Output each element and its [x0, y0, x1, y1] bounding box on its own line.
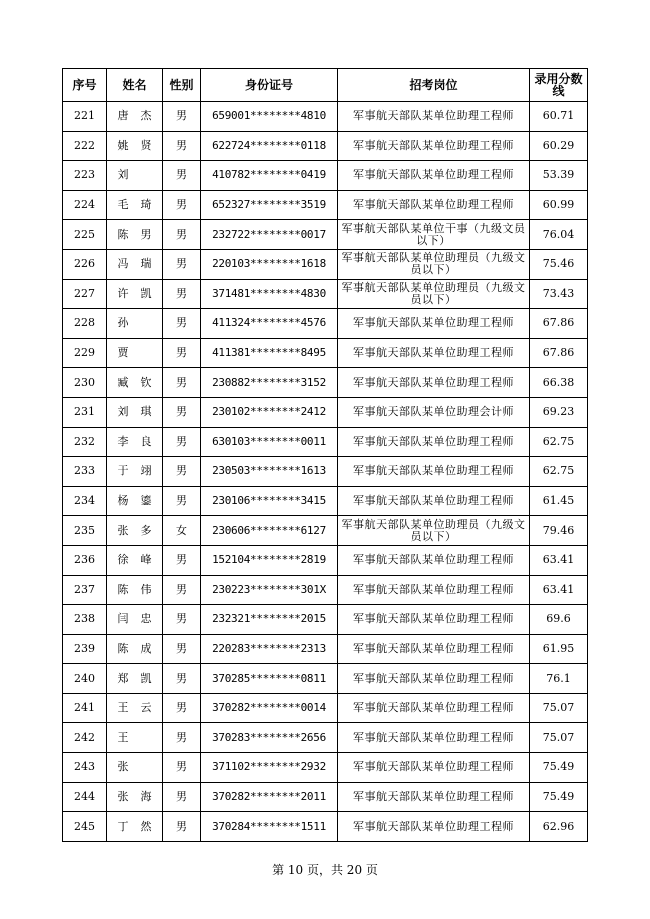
- cell-id: 232722********0017: [201, 220, 338, 250]
- cell-name: [107, 397, 163, 427]
- table-row: [63, 457, 588, 487]
- name-surname: 张: [117, 523, 129, 537]
- cell-id: 371102********2932: [201, 753, 338, 783]
- cell-name: [107, 457, 163, 487]
- cell-position: 军事航天部队某单位助理工程师: [338, 753, 530, 783]
- name-given: 云: [140, 701, 152, 715]
- name-surname: 贾: [117, 346, 129, 360]
- cell-id: 652327********3519: [201, 190, 338, 220]
- table-body: [63, 102, 588, 842]
- name-given: 良: [140, 434, 152, 448]
- header-score: 录用分数线: [530, 69, 588, 102]
- cell-gender: 男: [163, 220, 201, 250]
- cell-seq: 233: [63, 457, 107, 487]
- cell-position: 军事航天部队某单位助理工程师: [338, 338, 530, 368]
- cell-score: 67.86: [530, 309, 588, 339]
- table-row: [63, 338, 588, 368]
- name-surname: 陈: [117, 227, 129, 241]
- cell-name: [107, 486, 163, 516]
- name-given: 鎏: [140, 494, 152, 508]
- cell-id: 370283********2656: [201, 723, 338, 753]
- cell-position: 军事航天部队某单位助理员（九级文员以下）: [338, 516, 530, 546]
- cell-score: 67.86: [530, 338, 588, 368]
- cell-seq: 238: [63, 605, 107, 635]
- cell-id: 630103********0011: [201, 427, 338, 457]
- cell-position: 军事航天部队某单位助理工程师: [338, 812, 530, 842]
- name-given: 成: [140, 641, 152, 655]
- cell-id: 152104********2819: [201, 545, 338, 575]
- cell-name: [107, 190, 163, 220]
- cell-id: 220283********2313: [201, 634, 338, 664]
- cell-seq: 237: [63, 575, 107, 605]
- table-row: [63, 575, 588, 605]
- name-surname: 张: [117, 789, 129, 803]
- name-given: [140, 732, 152, 744]
- cell-id: 411381********8495: [201, 338, 338, 368]
- cell-name: [107, 220, 163, 250]
- cell-seq: 225: [63, 220, 107, 250]
- cell-score: 63.41: [530, 545, 588, 575]
- name-surname: 王: [117, 730, 129, 744]
- cell-id: 230606********6127: [201, 516, 338, 546]
- cell-id: 622724********0118: [201, 131, 338, 161]
- cell-gender: 男: [163, 753, 201, 783]
- cell-position: 军事航天部队某单位助理工程师: [338, 693, 530, 723]
- name-given: 琦: [140, 198, 152, 212]
- cell-id: 230882********3152: [201, 368, 338, 398]
- cell-name: [107, 723, 163, 753]
- cell-gender: 男: [163, 812, 201, 842]
- cell-seq: 239: [63, 634, 107, 664]
- cell-name: [107, 782, 163, 812]
- cell-position: 军事航天部队某单位助理工程师: [338, 161, 530, 191]
- table-row: [63, 397, 588, 427]
- name-surname: 徐: [117, 553, 129, 567]
- cell-id: 371481********4830: [201, 279, 338, 309]
- table-row: [63, 486, 588, 516]
- cell-seq: 228: [63, 309, 107, 339]
- cell-score: 61.45: [530, 486, 588, 516]
- table-row: [63, 190, 588, 220]
- cell-score: 75.49: [530, 782, 588, 812]
- table-row: [63, 427, 588, 457]
- cell-gender: 男: [163, 457, 201, 487]
- cell-position: 军事航天部队某单位干事（九级文员以下）: [338, 220, 530, 250]
- cell-name: [107, 634, 163, 664]
- cell-seq: 240: [63, 664, 107, 694]
- name-surname: 于: [117, 464, 129, 478]
- table-row: [63, 102, 588, 132]
- name-given: 瑞: [140, 257, 152, 271]
- table-row: [63, 131, 588, 161]
- cell-seq: 245: [63, 812, 107, 842]
- cell-score: 75.49: [530, 753, 588, 783]
- cell-gender: 男: [163, 634, 201, 664]
- cell-gender: 男: [163, 545, 201, 575]
- cell-seq: 235: [63, 516, 107, 546]
- cell-score: 60.71: [530, 102, 588, 132]
- cell-name: [107, 812, 163, 842]
- name-given: [140, 347, 152, 359]
- name-surname: 李: [117, 434, 129, 448]
- cell-name: [107, 309, 163, 339]
- cell-gender: 男: [163, 486, 201, 516]
- name-surname: 刘: [117, 168, 129, 182]
- header-row: [63, 69, 588, 102]
- cell-score: 75.07: [530, 693, 588, 723]
- table-row: [63, 693, 588, 723]
- cell-score: 62.75: [530, 457, 588, 487]
- name-surname: 陈: [117, 641, 129, 655]
- table-row: [63, 723, 588, 753]
- cell-score: 76.04: [530, 220, 588, 250]
- name-given: 翊: [140, 464, 152, 478]
- name-given: 男: [140, 227, 152, 241]
- name-given: 伟: [140, 582, 152, 596]
- name-surname: 姚: [117, 138, 129, 152]
- cell-score: 62.75: [530, 427, 588, 457]
- cell-seq: 221: [63, 102, 107, 132]
- name-surname: 陈: [117, 582, 129, 596]
- cell-seq: 227: [63, 279, 107, 309]
- name-surname: 张: [117, 760, 129, 774]
- cell-name: [107, 161, 163, 191]
- cell-name: [107, 338, 163, 368]
- cell-position: 军事航天部队某单位助理工程师: [338, 131, 530, 161]
- table-row: [63, 309, 588, 339]
- cell-position: 军事航天部队某单位助理员（九级文员以下）: [338, 249, 530, 279]
- cell-seq: 242: [63, 723, 107, 753]
- cell-seq: 236: [63, 545, 107, 575]
- cell-seq: 229: [63, 338, 107, 368]
- cell-position: 军事航天部队某单位助理工程师: [338, 190, 530, 220]
- cell-name: [107, 664, 163, 694]
- cell-name: [107, 693, 163, 723]
- name-given: 凯: [140, 671, 152, 685]
- cell-gender: 女: [163, 516, 201, 546]
- admission-table: [62, 68, 588, 842]
- table-row: [63, 605, 588, 635]
- cell-position: 军事航天部队某单位助理工程师: [338, 309, 530, 339]
- cell-seq: 241: [63, 693, 107, 723]
- cell-gender: 男: [163, 397, 201, 427]
- cell-score: 73.43: [530, 279, 588, 309]
- name-given: 多: [140, 523, 152, 537]
- cell-position: 军事航天部队某单位助理工程师: [338, 634, 530, 664]
- cell-seq: 231: [63, 397, 107, 427]
- cell-position: 军事航天部队某单位助理工程师: [338, 605, 530, 635]
- name-surname: 冯: [117, 257, 129, 271]
- cell-position: 军事航天部队某单位助理工程师: [338, 368, 530, 398]
- cell-seq: 223: [63, 161, 107, 191]
- cell-id: 410782********0419: [201, 161, 338, 191]
- cell-position: 军事航天部队某单位助理会计师: [338, 397, 530, 427]
- name-surname: 孙: [117, 316, 129, 330]
- cell-position: 军事航天部队某单位助理工程师: [338, 782, 530, 812]
- name-surname: 唐: [117, 109, 129, 123]
- cell-score: 76.1: [530, 664, 588, 694]
- header-gender: 性别: [163, 69, 201, 102]
- name-given: [140, 317, 152, 329]
- name-given: 杰: [140, 109, 152, 123]
- cell-position: 军事航天部队某单位助理工程师: [338, 457, 530, 487]
- name-given: [140, 761, 152, 773]
- cell-position: 军事航天部队某单位助理工程师: [338, 545, 530, 575]
- name-given: 峰: [140, 553, 152, 567]
- name-surname: 杨: [117, 494, 129, 508]
- cell-score: 53.39: [530, 161, 588, 191]
- cell-id: 230223********301X: [201, 575, 338, 605]
- name-given: 钦: [140, 375, 152, 389]
- cell-score: 60.99: [530, 190, 588, 220]
- cell-score: 79.46: [530, 516, 588, 546]
- table-row: [63, 368, 588, 398]
- cell-gender: 男: [163, 368, 201, 398]
- table-row: [63, 161, 588, 191]
- cell-id: 659001********4810: [201, 102, 338, 132]
- cell-name: [107, 102, 163, 132]
- cell-seq: 232: [63, 427, 107, 457]
- name-surname: 许: [117, 286, 129, 300]
- cell-id: 411324********4576: [201, 309, 338, 339]
- table-row: [63, 753, 588, 783]
- cell-gender: 男: [163, 249, 201, 279]
- cell-gender: 男: [163, 427, 201, 457]
- cell-gender: 男: [163, 131, 201, 161]
- name-surname: 丁: [117, 819, 129, 833]
- cell-name: [107, 753, 163, 783]
- cell-score: 69.23: [530, 397, 588, 427]
- cell-name: [107, 516, 163, 546]
- name-given: 琪: [140, 405, 152, 419]
- cell-seq: 243: [63, 753, 107, 783]
- cell-id: 370284********1511: [201, 812, 338, 842]
- cell-gender: 男: [163, 161, 201, 191]
- table-row: [63, 664, 588, 694]
- name-surname: 臧: [117, 375, 129, 389]
- cell-id: 220103********1618: [201, 249, 338, 279]
- cell-position: 军事航天部队某单位助理工程师: [338, 723, 530, 753]
- name-given: 然: [140, 819, 152, 833]
- table-row: [63, 634, 588, 664]
- cell-position: 军事航天部队某单位助理工程师: [338, 664, 530, 694]
- cell-gender: 男: [163, 605, 201, 635]
- cell-position: 军事航天部队某单位助理工程师: [338, 486, 530, 516]
- cell-gender: 男: [163, 190, 201, 220]
- cell-gender: 男: [163, 309, 201, 339]
- header-seq: 序号: [63, 69, 107, 102]
- cell-score: 62.96: [530, 812, 588, 842]
- name-surname: 闫: [117, 612, 129, 626]
- cell-name: [107, 249, 163, 279]
- cell-position: 军事航天部队某单位助理工程师: [338, 427, 530, 457]
- table-row: [63, 249, 588, 279]
- cell-seq: 230: [63, 368, 107, 398]
- cell-seq: 244: [63, 782, 107, 812]
- name-surname: 刘: [117, 405, 129, 419]
- cell-score: 69.6: [530, 605, 588, 635]
- name-surname: 郑: [117, 671, 129, 685]
- name-given: 忠: [140, 612, 152, 626]
- cell-id: 230106********3415: [201, 486, 338, 516]
- cell-name: [107, 575, 163, 605]
- table-row: [63, 782, 588, 812]
- cell-score: 75.07: [530, 723, 588, 753]
- cell-gender: 男: [163, 575, 201, 605]
- cell-name: [107, 279, 163, 309]
- header-name: 姓名: [107, 69, 163, 102]
- cell-seq: 224: [63, 190, 107, 220]
- cell-position: 军事航天部队某单位助理员（九级文员以下）: [338, 279, 530, 309]
- cell-seq: 234: [63, 486, 107, 516]
- cell-seq: 222: [63, 131, 107, 161]
- cell-name: [107, 605, 163, 635]
- name-given: 贤: [140, 138, 152, 152]
- cell-gender: 男: [163, 102, 201, 132]
- cell-id: 230102********2412: [201, 397, 338, 427]
- cell-name: [107, 368, 163, 398]
- cell-id: 230503********1613: [201, 457, 338, 487]
- cell-score: 61.95: [530, 634, 588, 664]
- header-position: 招考岗位: [338, 69, 530, 102]
- cell-score: 63.41: [530, 575, 588, 605]
- name-given: [140, 169, 152, 181]
- name-surname: 毛: [117, 198, 129, 212]
- table-row: [63, 812, 588, 842]
- cell-score: 60.29: [530, 131, 588, 161]
- cell-name: [107, 131, 163, 161]
- name-surname: 王: [117, 701, 129, 715]
- name-given: 凯: [140, 286, 152, 300]
- cell-gender: 男: [163, 723, 201, 753]
- cell-position: 军事航天部队某单位助理工程师: [338, 575, 530, 605]
- cell-id: 232321********2015: [201, 605, 338, 635]
- name-given: 海: [140, 789, 152, 803]
- table-row: [63, 220, 588, 250]
- cell-gender: 男: [163, 693, 201, 723]
- cell-id: 370285********0811: [201, 664, 338, 694]
- header-id: 身份证号: [201, 69, 338, 102]
- table-row: [63, 545, 588, 575]
- cell-position: 军事航天部队某单位助理工程师: [338, 102, 530, 132]
- cell-gender: 男: [163, 664, 201, 694]
- cell-gender: 男: [163, 279, 201, 309]
- cell-gender: 男: [163, 338, 201, 368]
- cell-name: [107, 545, 163, 575]
- cell-name: [107, 427, 163, 457]
- page-footer: 第 10 页，共 20 页: [272, 863, 378, 877]
- table-row: [63, 279, 588, 309]
- table-row: [63, 516, 588, 546]
- cell-id: 370282********2011: [201, 782, 338, 812]
- cell-id: 370282********0014: [201, 693, 338, 723]
- cell-score: 66.38: [530, 368, 588, 398]
- cell-score: 75.46: [530, 249, 588, 279]
- cell-gender: 男: [163, 782, 201, 812]
- cell-seq: 226: [63, 249, 107, 279]
